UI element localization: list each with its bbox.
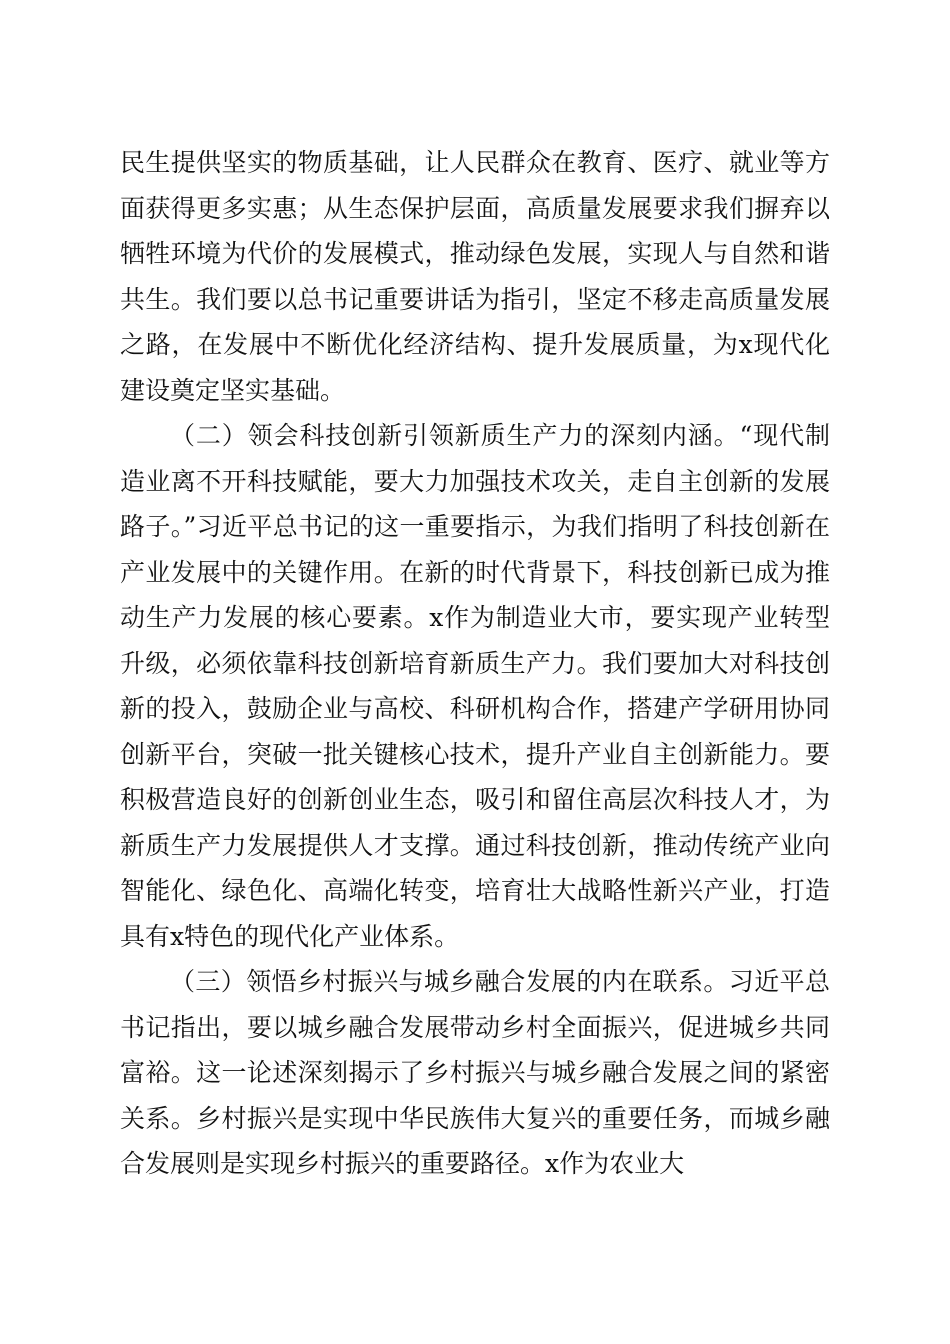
- paragraph-continuation: 民生提供坚实的物质基础，让人民群众在教育、医疗、就业等方面获得更多实惠；从生态保护层面，高质量发展要求我们摒弃以牺牲环境为代价的发展模式，推动绿色发展，实现人与自然和谐共生。我们要以总书记重要讲话为指引，坚定不移走高质量发展之路，在发展中不断优化经济结构、提升发展质量，为x现代化建设奠定坚实基础。: [120, 148, 830, 405]
- paragraph-section-2: （二）领会科技创新引领新质生产力的深刻内涵。“现代制造业离不开科技赋能，要大力加强技术攻关，走自主创新的发展路子。”习近平总书记的这一重要指示，为我们指明了科技创新在产业发展中的关键作用。在新的时代背景下，科技创新已成为推动生产力发展的核心要素。x作为制造业大市，要实现产业转型升级，必须依靠科技创新培育新质生产力。我们要加大对科技创新的投入，鼓励企业与高校、科研机构合作，搭建产学研用协同创新平台，突破一批关键核心技术，提升产业自主创新能力。要积极营造良好的创新创业生态，吸引和留住高层次科技人才，为新质生产力发展提供人才支撑。通过科技创新，推动传统产业向智能化、绿色化、高端化转变，培育壮大战略性新兴产业，打造具有x特色的现代化产业体系。: [120, 421, 830, 951]
- paragraph-section-3: （三）领悟乡村振兴与城乡融合发展的内在联系。习近平总书记指出，要以城乡融合发展带动乡村全面振兴，促进城乡共同富裕。这一论述深刻揭示了乡村振兴与城乡融合发展之间的紧密关系。乡村振兴是实现中华民族伟大复兴的重要任务，而城乡融合发展则是实现乡村振兴的重要路径。x作为农业大: [120, 967, 830, 1178]
- document-body: [120, 140, 830, 1187]
